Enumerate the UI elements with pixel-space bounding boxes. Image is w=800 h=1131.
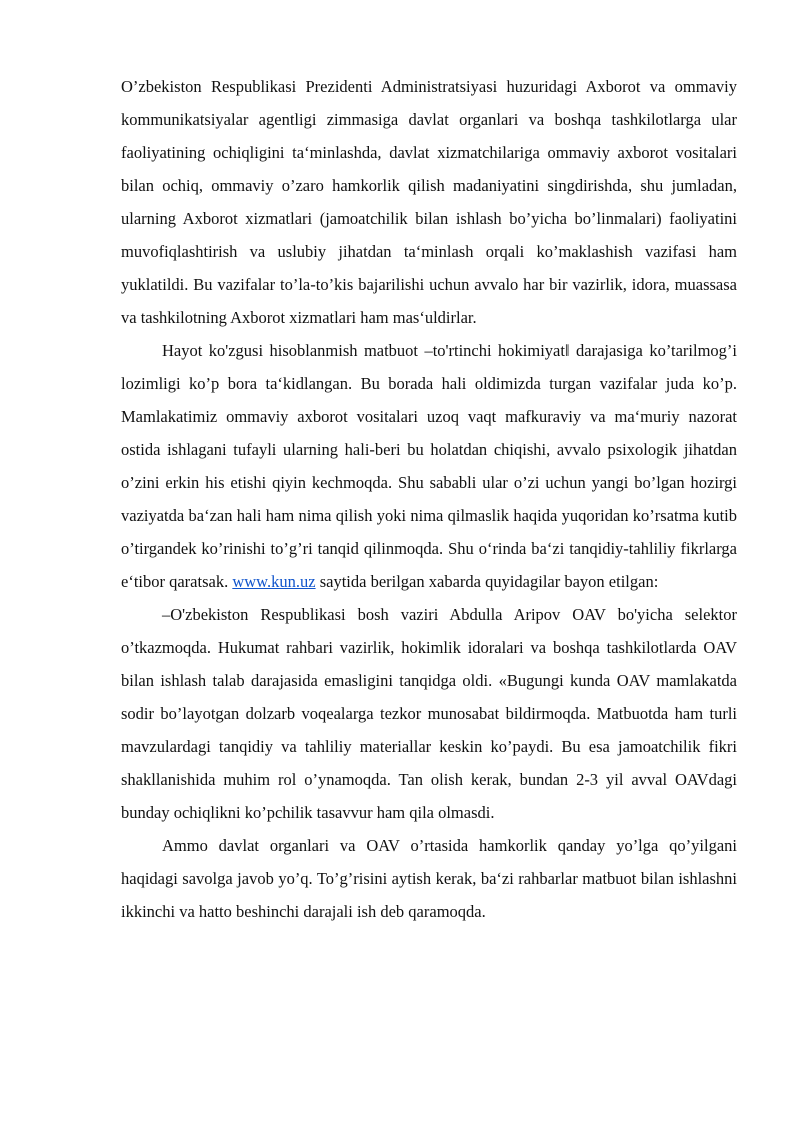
paragraph-prime-minister-quote: –O'zbekiston Respublikasi bosh vaziri Abdulla Aripov OAV bo'yicha selektor o’tkazmoqda. Hukumat rahbari vazirlik, hokimlik idoralari va boshqa tashkilotlarda OAV bilan ishlash talab darajasida emasligini tanqidga oldi. «Bugungi kunda OAV mamlakatda sodir bo’layotgan dolzarb voqealarga tezkor munosabat bildirmoqda. Matbuotda ham turli mavzulardagi tanqidiy va tahliliy materiallar keskin ko’paydi. Bu esa jamoatchilik fikri shakllanishida muhim rol o’ynamoqda. Tan olish kerak, bundan 2-3 yil avval OAVdagi bunday ochiqlikni ko’pchilik tasavvur ham qila olmasdi. — [121, 605, 737, 822]
paragraph-agency-duties: O’zbekiston Respublikasi Prezidenti Administratsiyasi huzuridagi Axborot va ommaviy kommunikatsiyalar agentligi zimmasiga davlat organlari va boshqa tashkilotlarga ular faoliyatining ochiqligini ta‘minlashda, davlat xizmatchilariga ommaviy axborot vositalari bilan ochiq, ommaviy o’zaro hamkorlik qilish madaniyatini singdirishda, shu jumladan, ularning Axborot xizmatlari (jamoatchilik bilan ishlash bo’yicha bo’linmalari) faoliyatini muvofiqlashtirish va uslubiy jihatdan ta‘minlash orqali ko’maklashish vazifasi ham yuklatildi. Bu vazifalar to’la-to’kis bajarilishi uchun avvalo har bir vazirlik, idora, muassasa va tashkilotning Axborot xizmatlari ham mas‘uldirlar. — [121, 77, 737, 327]
paragraph-text-before-link: Hayot ko'zgusi hisoblanmish matbuot –to'rtinchi hokimiyat‖ darajasiga ko’tarilmog’i lozimligi ko’p bora ta‘kidlangan. Bu borada hali oldimizda turgan vazifalar juda ko’p. Mamlakatimiz ommaviy axborot vositalari uzoq vaqt mafkuraviy va ma‘muriy nazorat ostida ishlagani tufayli ularning hali-beri bu holatdan chiqishi, avvalo psixologik jihatdan o’zini erkin his etishi qiyin kechmoqda. Shu sababli ular o’zi uchun yangi bo’lgan hozirgi vaziyatda ba‘zan hali ham nima qilish yoki nima qilmaslik haqida yuqoridan ko’rsatma kutib o’tirgandek ko’rinishi to’g’ri tanqid qilinmoqda. Shu o‘rinda ba‘zi tanqidiy-tahliliy fikrlarga e‘tibor qaratsak. — [121, 341, 737, 591]
kun-uz-link[interactable]: www.kun.uz — [232, 572, 316, 591]
document-page — [121, 70, 737, 928]
paragraph-text-after-link: saytida berilgan xabarda quyidagilar bayon etilgan: — [315, 572, 659, 591]
paragraph-press-fourth-estate — [121, 334, 737, 598]
paragraph-cooperation-question: Ammo davlat organlari va OAV o’rtasida hamkorlik qanday yo’lga qo’yilgani haqidagi savolga javob yo’q. To’g’risini aytish kerak, ba‘zi rahbarlar matbuot bilan ishlashni ikkinchi va hatto beshinchi darajali ish deb qaramoqda. — [121, 836, 737, 921]
